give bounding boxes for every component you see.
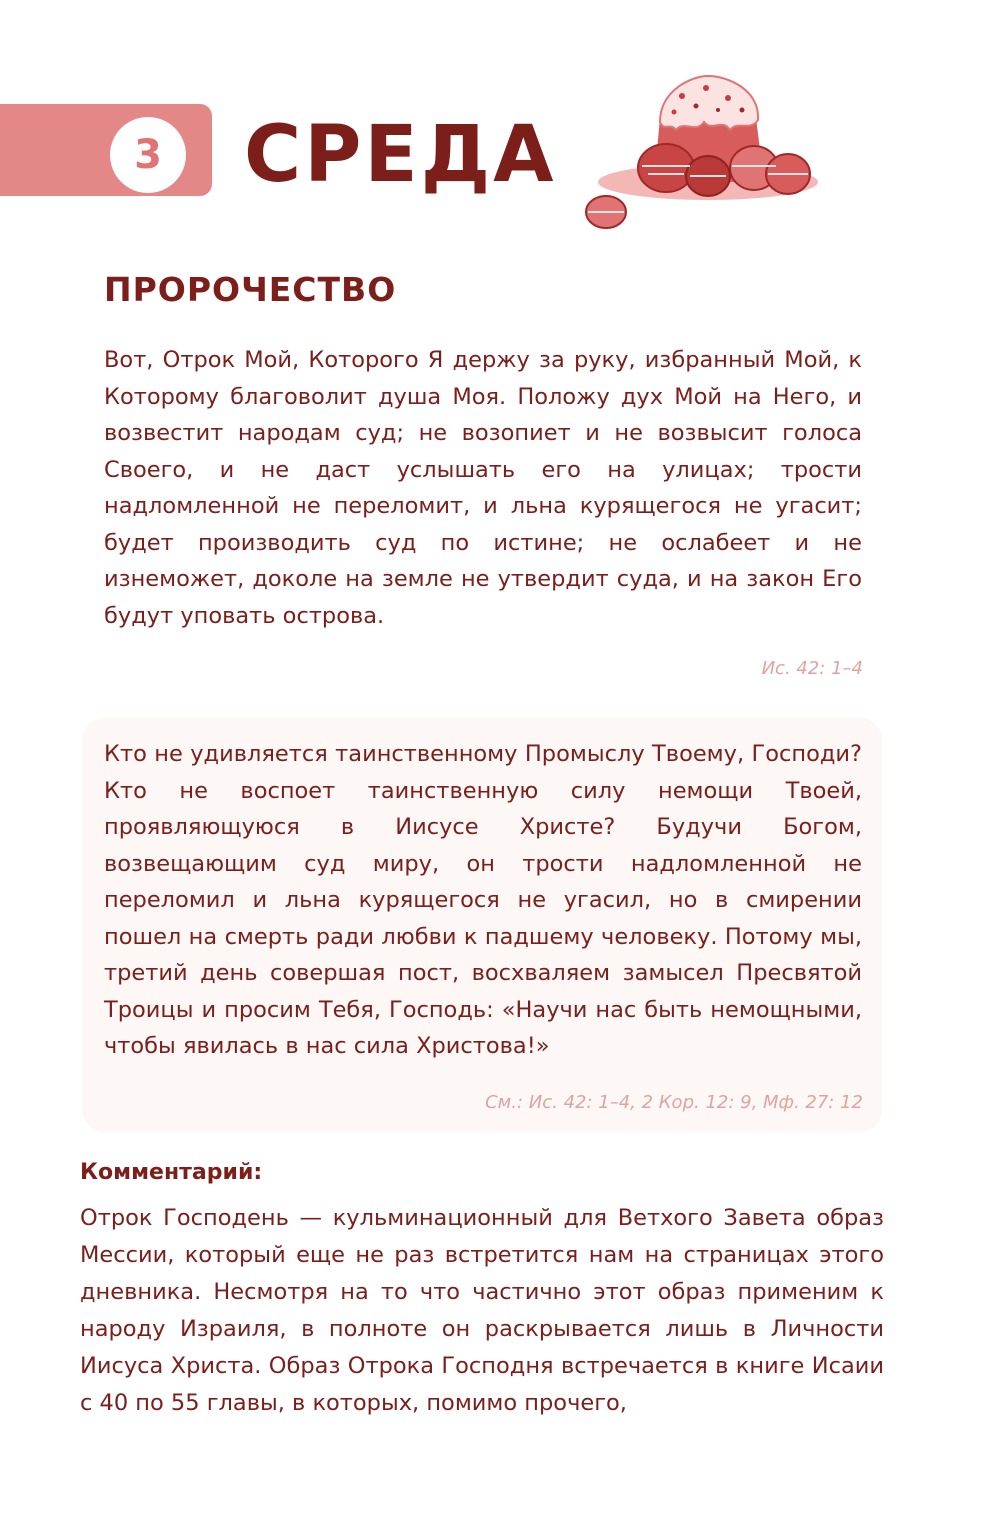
commentary-title: Комментарий:	[80, 1160, 263, 1185]
section-title-prophecy: ПРОРОЧЕСТВО	[104, 270, 397, 309]
commentary-text: Отрок Господень — кульминационный для Ветхого Завета образ Мессии, который еще не раз встретится нам на страницах этого дневника. Несмотря на то что частично этот образ применим к народу Израиля, в полноте он раскрывается лишь в Личности Иисуса Христа. Образ Отрока Господня встречается в книге Исаии с 40 по 55 главы, в которых, помимо прочего,	[80, 1205, 884, 1416]
easter-egg	[638, 144, 694, 192]
prophecy-text: Вот, Отрок Мой, Которого Я держу за руку, избранный Мой, к Которому благоволит душа Моя. Положу дух Мой на Него, и возвестит народам суд; не возопиет и не возвысит голоса Своего, и не даст услышать его на улицах; трости надломленной не переломит, и льна курящегося не угасит; будет производить суд по истине; не ослабеет и не изнеможет, доколе на земле не утвердит суда, и на закон Его будут уповать острова.	[104, 347, 862, 629]
day-number-badge: 3	[110, 117, 186, 193]
prophecy-reference: Ис. 42: 1–4	[761, 658, 863, 679]
prayer-text: Кто не удивляется таинственному Промыслу Твоему, Господи? Кто не воспоет таинственную силу немощи Твоей, проявляющуюся в Иисусе Христе? Будучи Богом, возвещающим суд миру, он трости надломленной не переломил и льна курящегося не угасил, но в смирении пошел на смерть ради любви к падшему человеку. Потому мы, третий день совершая пост, восхваляем замысел Пресвятой Троицы и просим Тебя, Господь: «Научи нас быть немощными, чтобы явилась в нас сила Христова!»	[104, 741, 862, 1059]
prayer-reference: См.: Ис. 42: 1–4, 2 Кор. 12: 9, Мф. 27: 12	[485, 1092, 863, 1113]
easter-cake-illustration	[578, 70, 826, 238]
day-title: СРЕДА	[244, 110, 557, 200]
cake-icing	[660, 76, 758, 130]
